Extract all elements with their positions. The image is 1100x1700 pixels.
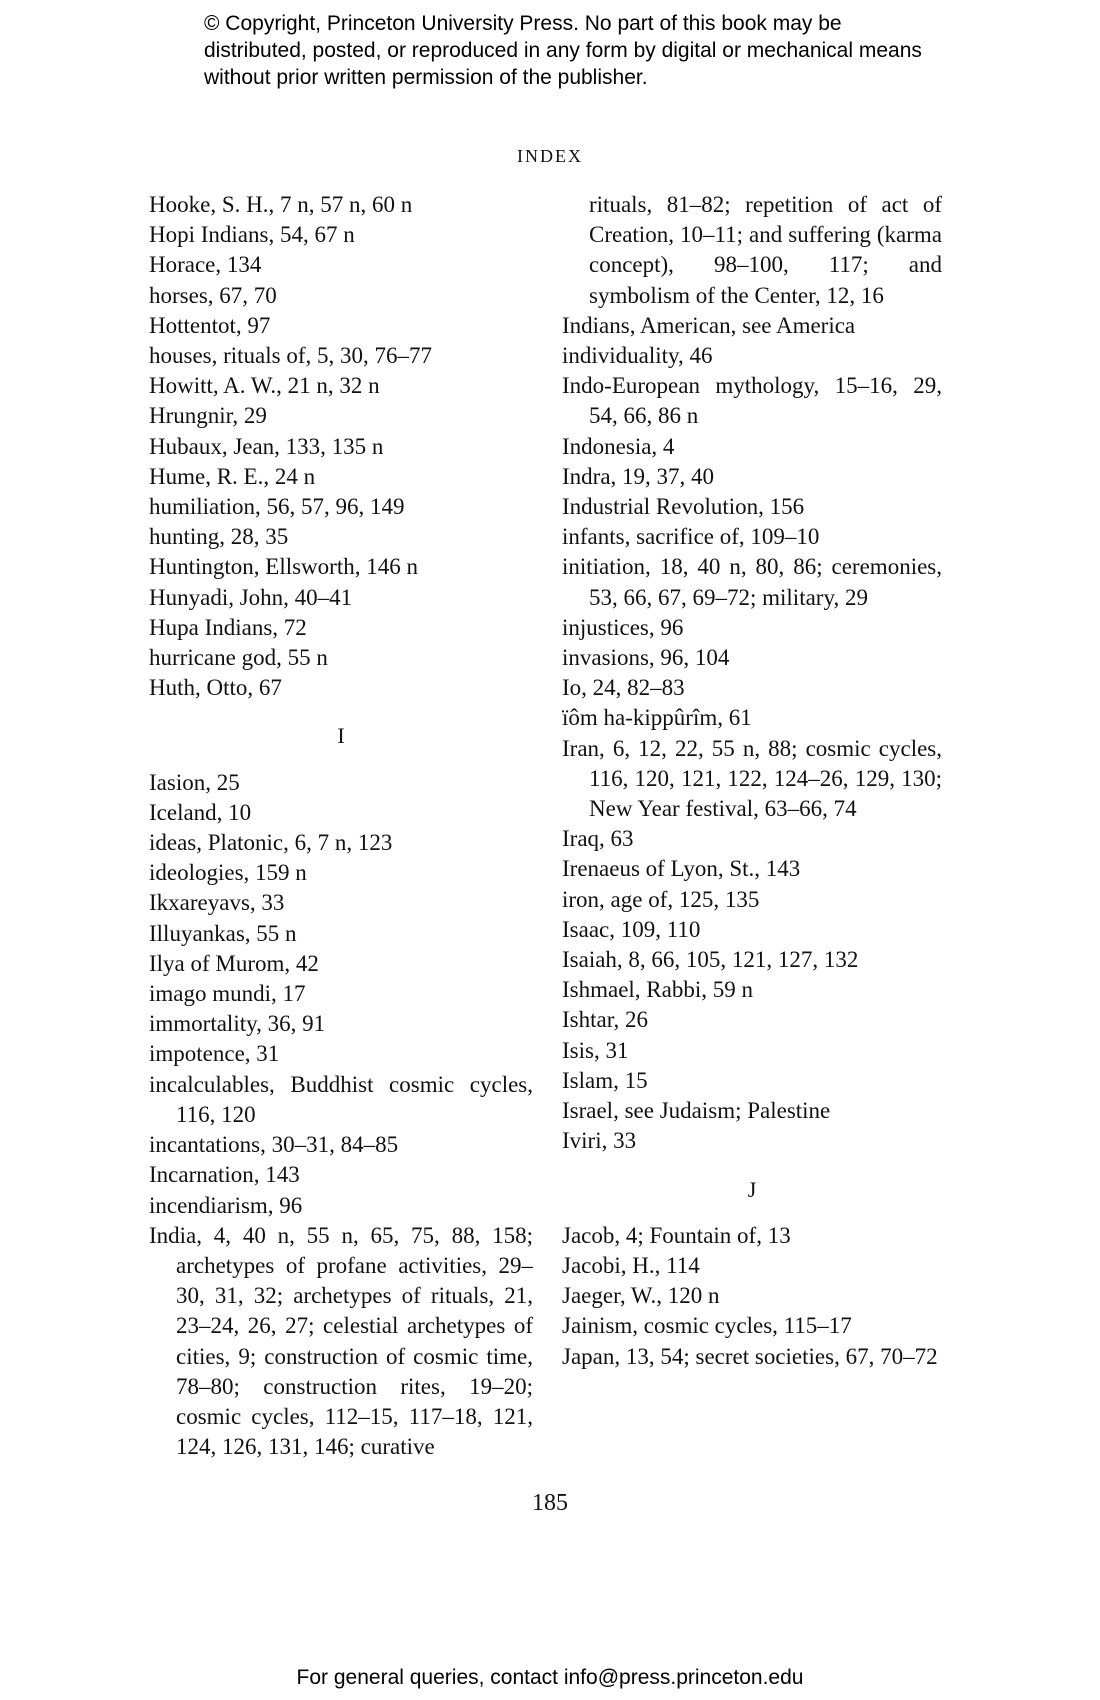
index-entry: Jacob, 4; Fountain of, 13 [562, 1222, 791, 1248]
index-entry: Hume, R. E., 24 n [149, 463, 316, 489]
index-entry: injustices, 96 [562, 614, 684, 640]
index-entry: Irenaeus of Lyon, St., 143 [562, 856, 801, 882]
index-entry: Indians, American, see America [562, 312, 856, 338]
index-entry: Huth, Otto, 67 [149, 675, 282, 701]
index-entry: Hooke, S. H., 7 n, 57 n, 60 n [149, 192, 413, 217]
index-entry: Iraq, 63 [562, 826, 634, 852]
index-entry: Hunyadi, John, 40–41 [149, 584, 353, 610]
index-entry: Jaeger, W., 120 n [562, 1283, 720, 1309]
index-entry: Ishtar, 26 [562, 1007, 648, 1033]
index-entry: Iran, 6, 12, 22, 55 n, 88; cosmic cycles, 116, 120, 121, 122, 124–26, 129, 130; New Year festival, 63–66, 74 [562, 735, 942, 822]
index-entry: ideologies, 159 n [149, 860, 307, 886]
index-entry: iron, age of, 125, 135 [562, 886, 760, 912]
index-entry: Ikxareyavs, 33 [149, 890, 285, 916]
index-entry: incendiarism, 96 [149, 1192, 303, 1218]
index-section-heading: I [337, 723, 345, 749]
index-entry: impotence, 31 [149, 1041, 280, 1067]
index-entry: imago mundi, 17 [149, 981, 306, 1007]
index-entry-continuation: rituals, 81–82; repetition of act of Creation, 10–11; and suffering (karma concept), 98–100, 117; and symbolism of the Center, 12, 16 [589, 192, 942, 308]
index-entry: humiliation, 56, 57, 96, 149 [149, 494, 405, 520]
index-entry: Hubaux, Jean, 133, 135 n [149, 433, 384, 459]
index-entry: immortality, 36, 91 [149, 1011, 326, 1037]
index-entry: ideas, Platonic, 6, 7 n, 123 [149, 830, 393, 856]
index-section-heading: J [747, 1176, 757, 1202]
index-entry: Jainism, cosmic cycles, 115–17 [562, 1313, 852, 1339]
contact-footer: For general queries, contact info@press.princeton.edu [296, 1666, 804, 1689]
index-entry: Horace, 134 [149, 252, 262, 278]
index-entry: Isaac, 109, 110 [562, 916, 701, 942]
index-entry: Japan, 13, 54; secret societies, 67, 70–72 [562, 1343, 938, 1369]
index-entry: Hupa Indians, 72 [149, 614, 307, 640]
index-entry: Israel, see Judaism; Palestine [562, 1098, 831, 1124]
copyright-notice: © Copyright, Princeton University Press. No part of this book may be distributed, posted, or reproduced in any form by digital or mechanical means without prior written permission of the publisher. [204, 12, 922, 89]
index-column-left [149, 190, 533, 1462]
index-entry: Indo-European mythology, 15–16, 29, 54, 66, 86 n [562, 373, 942, 429]
index-entry: Howitt, A. W., 21 n, 32 n [149, 373, 380, 399]
index-entry: Huntington, Ellsworth, 146 n [149, 554, 418, 580]
index-entry: houses, rituals of, 5, 30, 76–77 [149, 343, 433, 369]
index-entry: Jacobi, H., 114 [562, 1252, 700, 1278]
index-entry: invasions, 96, 104 [562, 645, 730, 671]
index-entry: infants, sacrifice of, 109–10 [562, 524, 820, 550]
index-entry: Ilya of Murom, 42 [149, 950, 319, 976]
index-entry: Isaiah, 8, 66, 105, 121, 127, 132 [562, 947, 859, 973]
index-entry: India, 4, 40 n, 55 n, 65, 75, 88, 158; archetypes of profane activities, 29–30, 31, 32; archetypes of rituals, 21, 23–24, 26, 27; celestial archetypes of cities, 9; construction of cosmic time, 78–80; construction rites, 19–20; cosmic cycles, 112–15, 117–18, 121, 124, 126, 131, 146; curative [149, 1222, 533, 1460]
index-entry: Iceland, 10 [149, 799, 252, 825]
index-entry: Iasion, 25 [149, 769, 240, 795]
index-entry: Illuyankas, 55 n [149, 920, 297, 946]
index-entry: Industrial Revolution, 156 [562, 494, 805, 520]
index-entry: hunting, 28, 35 [149, 524, 289, 550]
index-entry: individuality, 46 [562, 343, 713, 369]
index-entry: Iviri, 33 [562, 1128, 637, 1154]
index-entry: Indonesia, 4 [562, 433, 675, 459]
index-entry: Ishmael, Rabbi, 59 n [562, 977, 753, 1003]
index-entry: initiation, 18, 40 n, 80, 86; ceremonies, 53, 66, 67, 69–72; military, 29 [562, 554, 942, 610]
index-entry: hurricane god, 55 n [149, 645, 328, 671]
page-number: 185 [532, 1490, 568, 1516]
index-entry: Isis, 31 [562, 1037, 629, 1063]
index-entry: incantations, 30–31, 84–85 [149, 1132, 399, 1158]
index-entry: horses, 67, 70 [149, 282, 277, 308]
index-entry: Islam, 15 [562, 1067, 648, 1093]
index-entry: incalculables, Buddhist cosmic cycles, 116, 120 [149, 1071, 533, 1127]
index-entry: Incarnation, 143 [149, 1162, 300, 1188]
index-column-right [562, 190, 942, 1372]
index-entry: Hopi Indians, 54, 67 n [149, 222, 355, 248]
index-entry: Io, 24, 82–83 [562, 675, 685, 701]
index-entry: Indra, 19, 37, 40 [562, 463, 715, 489]
index-entry: Hrungnir, 29 [149, 403, 267, 429]
page-title: INDEX [517, 146, 583, 166]
index-entry: Hottentot, 97 [149, 312, 271, 338]
index-entry: ïôm ha-kippûrîm, 61 [562, 705, 752, 731]
